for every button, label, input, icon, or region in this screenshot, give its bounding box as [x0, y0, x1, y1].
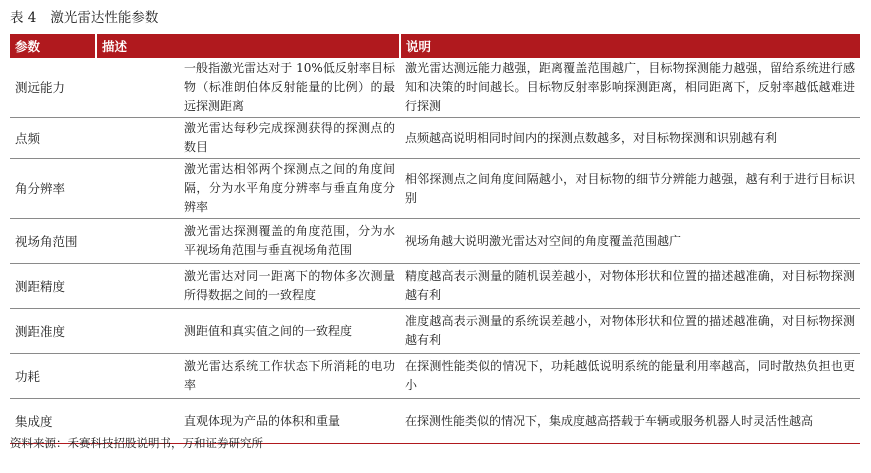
table-row [10, 309, 860, 354]
param-cell: 测远能力 [10, 58, 96, 118]
header-description: 描述 [96, 34, 400, 58]
table-row [10, 58, 860, 118]
note-cell: 在探测性能类似的情况下，功耗越低说明系统的能量利用率越高，同时散热负担也更小 [400, 354, 860, 399]
param-cell: 视场角范围 [10, 219, 96, 264]
table-row [10, 354, 860, 399]
source-note: 资料来源：禾赛科技招股说明书，万和证券研究所 [10, 436, 263, 450]
table-number: 表 4 [10, 10, 37, 26]
note-cell: 精度越高表示测量的随机误差越小，对物体形状和位置的描述越准确，对目标物探测越有利 [400, 264, 860, 309]
table-title: 激光雷达性能参数 [50, 10, 159, 26]
note-cell: 准度越高表示测量的系统误差越小，对物体形状和位置的描述越准确，对目标物探测越有利 [400, 309, 860, 354]
param-cell: 集成度 [10, 399, 96, 444]
parameters-table [10, 34, 860, 444]
table-header-row [10, 34, 860, 58]
param-cell: 测距精度 [10, 264, 96, 309]
header-note: 说明 [400, 34, 860, 58]
table-row [10, 219, 860, 264]
table-caption [10, 6, 860, 30]
description-cell: 直观体现为产品的体积和重量 [96, 399, 400, 444]
description-cell: 激光雷达相邻两个探测点之间的角度间隔，分为水平角度分辨率与垂直角度分辨率 [96, 159, 400, 219]
description-cell: 一般指激光雷达对于 10%低反射率目标物（标准朗伯体反射能量的比例）的最远探测距离 [96, 58, 400, 118]
note-cell: 视场角越大说明激光雷达对空间的角度覆盖范围越广 [400, 219, 860, 264]
note-cell: 点频越高说明相同时间内的探测点数越多，对目标物探测和识别越有利 [400, 118, 860, 159]
note-cell: 在探测性能类似的情况下，集成度越高搭载于车辆或服务机器人时灵活性越高 [400, 399, 860, 444]
table-row [10, 159, 860, 219]
param-cell: 点频 [10, 118, 96, 159]
param-cell: 功耗 [10, 354, 96, 399]
param-cell: 测距准度 [10, 309, 96, 354]
table-row [10, 118, 860, 159]
description-cell: 激光雷达系统工作状态下所消耗的电功率 [96, 354, 400, 399]
note-cell: 相邻探测点之间角度间隔越小，对目标物的细节分辨能力越强，越有利于进行目标识别 [400, 159, 860, 219]
description-cell: 激光雷达对同一距离下的物体多次测量所得数据之间的一致程度 [96, 264, 400, 309]
description-cell: 激光雷达每秒完成探测获得的探测点的数目 [96, 118, 400, 159]
description-cell: 测距值和真实值之间的一致程度 [96, 309, 400, 354]
note-cell: 激光雷达测远能力越强，距离覆盖范围越广，目标物探测能力越强，留给系统进行感知和决策的时间越长。目标物反射率影响探测距离，相同距离下，反射率越低越难进行探测 [400, 58, 860, 118]
table-row [10, 264, 860, 309]
description-cell: 激光雷达探测覆盖的角度范围，分为水平视场角范围与垂直视场角范围 [96, 219, 400, 264]
header-param: 参数 [10, 34, 96, 58]
param-cell: 角分辨率 [10, 159, 96, 219]
